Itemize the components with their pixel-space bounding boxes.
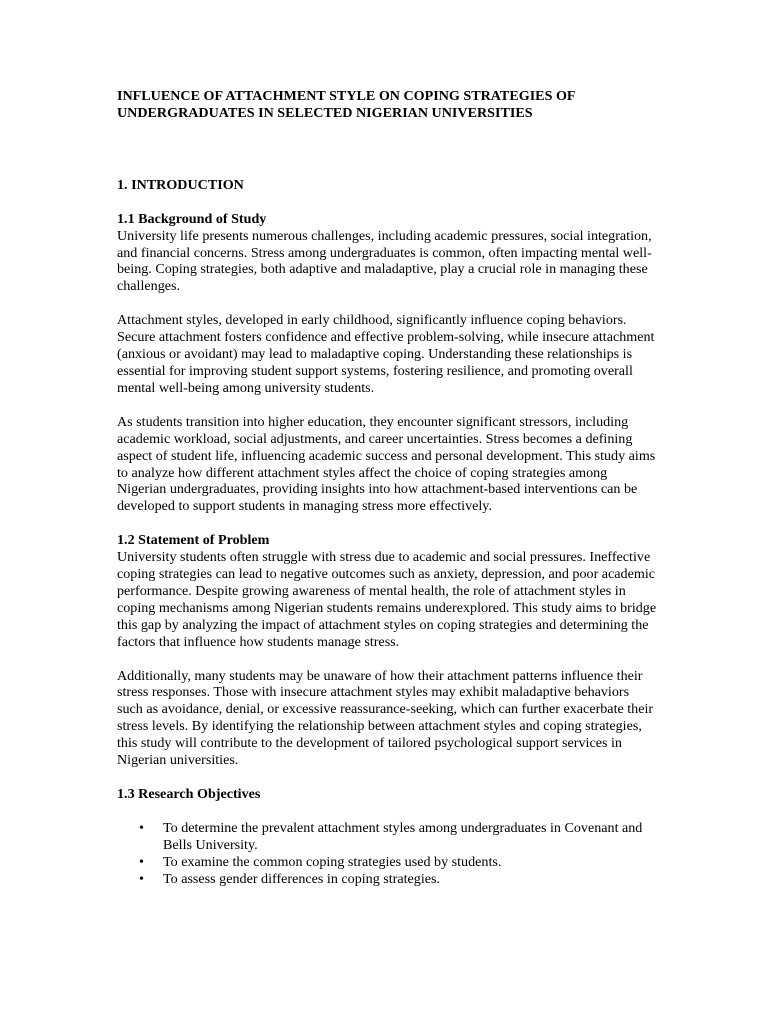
paragraph: University students often struggle with stress due to academic and social pressures. Ineffective coping strategies can lead to negative outcomes such as anxiety, depression, and poor academic performance. Despite growing awareness of mental health, the role of attachment styles in coping mechanisms among Nigerian students remains underexplored. This study aims to bridge this gap by analyzing the impact of attachment styles on coping strategies and determining the factors that influence how students manage stress. bbox=[117, 549, 657, 650]
document-page bbox=[117, 88, 657, 888]
subsection-heading-background: 1.1 Background of Study bbox=[117, 210, 267, 227]
subsection-heading-objectives: 1.3 Research Objectives bbox=[117, 786, 261, 802]
section-heading-introduction: 1. INTRODUCTION bbox=[117, 176, 244, 193]
list-item-text: To examine the common coping strategies used by students. bbox=[163, 853, 502, 870]
document-title: INFLUENCE OF ATTACHMENT STYLE ON COPING STRATEGIES OF UNDERGRADUATES IN SELECTED NIGERIAN UNIVERSITIES bbox=[117, 88, 575, 121]
paragraph: University life presents numerous challenges, including academic pressures, social integration, and financial concerns. Stress among undergraduates is common, often impacting mental well-being. Coping strategies, both adaptive and maladaptive, play a crucial role in managing these challenges. bbox=[117, 227, 652, 295]
paragraph: Attachment styles, developed in early childhood, significantly influence coping behaviors. Secure attachment fosters confidence and effective problem-solving, while insecure attachment (anxious or avoidant) may lead to maladaptive coping. Understanding these relationships is essential for improving student support systems, fostering resilience, and promoting overall mental well-being among university students. bbox=[117, 312, 655, 396]
subsection-heading-problem: 1.2 Statement of Problem bbox=[117, 532, 270, 549]
list-item bbox=[117, 854, 657, 871]
bullet-icon: • bbox=[139, 853, 144, 870]
bullet-icon: • bbox=[139, 819, 144, 836]
bullet-icon: • bbox=[139, 870, 144, 887]
objectives-list bbox=[117, 820, 657, 888]
list-item bbox=[117, 871, 657, 888]
list-item-text: To assess gender differences in coping strategies. bbox=[163, 870, 441, 887]
list-item bbox=[117, 820, 657, 854]
paragraph: As students transition into higher education, they encounter significant stressors, including academic workload, social adjustments, and career uncertainties. Stress becomes a defining aspect of student life, influencing academic success and personal development. This study aims to analyze how different attachment styles affect the choice of coping strategies among Nigerian undergraduates, providing insights into how attachment-based interventions can be developed to support students in managing stress more effectively. bbox=[117, 413, 656, 515]
paragraph: Additionally, many students may be unaware of how their attachment patterns influence their stress responses. Those with insecure attachment styles may exhibit maladaptive behaviors such as avoidance, denial, or excessive reassurance-seeking, which can further exacerbate their stress levels. By identifying the relationship between attachment styles and coping strategies, this study will contribute to the development of tailored psychological support services in Nigerian universities. bbox=[117, 667, 654, 769]
list-item-text: To determine the prevalent attachment styles among undergraduates in Covenant and Bells University. bbox=[163, 819, 643, 853]
